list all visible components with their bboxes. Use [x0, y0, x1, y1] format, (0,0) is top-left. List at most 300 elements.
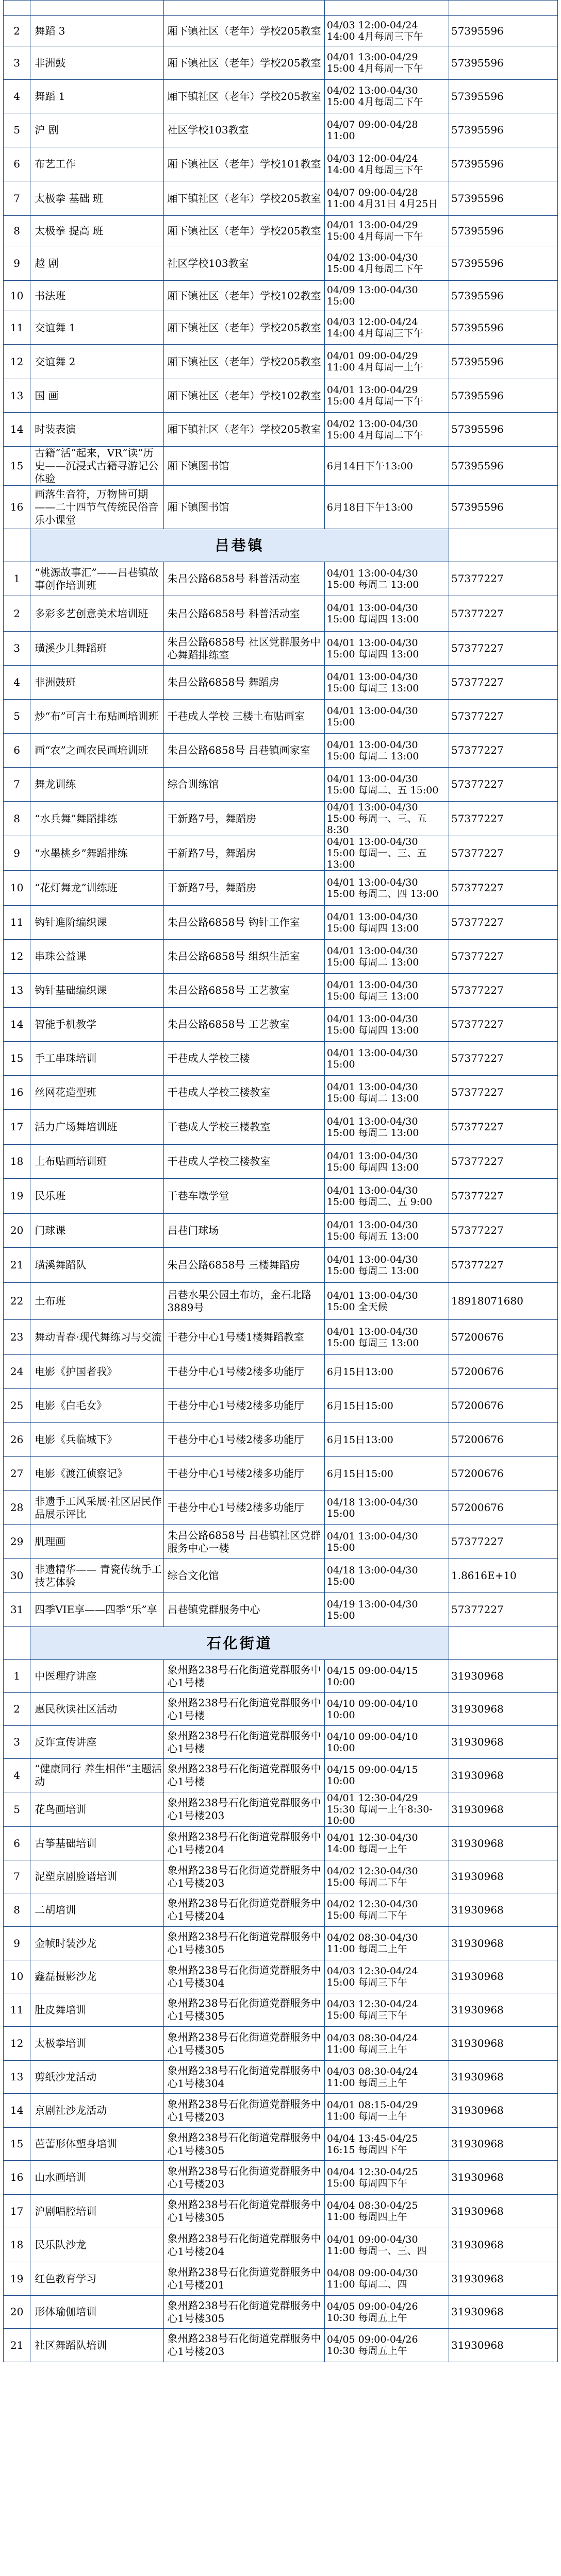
activity-location: 厢下镇社区（老年）学校205教室	[164, 80, 324, 113]
table-row	[4, 1423, 558, 1457]
row-number: 14	[4, 413, 30, 447]
activity-time: 04/05 09:00-04/26 10:30 每周五上午	[324, 2296, 449, 2329]
activity-time: 04/01 13:00-04/30 15:00 每周四 13:00	[324, 906, 449, 940]
table-row	[4, 1320, 558, 1355]
activity-time: 04/01 13:00-04/30 15:00	[324, 1525, 449, 1559]
table-row	[4, 974, 558, 1008]
activity-location: 厢下镇社区（老年）学校205教室	[164, 345, 324, 379]
section-title: 石化街道	[30, 1627, 449, 1660]
row-number: 24	[4, 1355, 30, 1389]
row-number: 2	[4, 16, 30, 46]
contact-phone: 31930968	[449, 2228, 557, 2262]
activity-name: 土布班	[30, 1283, 164, 1320]
activity-name: 土布贴画培训班	[30, 1145, 164, 1179]
table-row	[4, 1593, 558, 1627]
contact-phone: 57395596	[449, 246, 557, 281]
row-number: 14	[4, 2094, 30, 2128]
activity-name: 民乐班	[30, 1179, 164, 1214]
activity-location: 吕巷门球场	[164, 1214, 324, 1248]
activity-time: 04/01 13:00-04/30 15:00 每周二 13:00	[324, 1110, 449, 1145]
activity-location: 象州路238号石化街道党群服务中心1号楼	[164, 1693, 324, 1726]
activity-time: 6月14日下午13:00	[324, 447, 449, 486]
activity-name: 京剧社沙龙活动	[30, 2094, 164, 2128]
contact-phone: 57377227	[449, 562, 557, 596]
activity-time: 04/01 13:00-04/30 15:00 全天候	[324, 1283, 449, 1320]
contact-phone: 57377227	[449, 940, 557, 974]
activity-time: 04/01 13:00-04/30 15:00 每周四 13:00	[324, 596, 449, 632]
contact-phone: 57395596	[449, 413, 557, 447]
activity-name: 画落生音符，万物皆可期——二十四节气传统民俗音乐小课堂	[30, 486, 164, 529]
activity-time: 04/03 12:30-04/24 15:00 每周三下午	[324, 1993, 449, 2027]
activity-name: 四季VIE享——四季“乐”享	[30, 1593, 164, 1627]
table-row	[4, 1491, 558, 1525]
table-row	[4, 1726, 558, 1759]
row-number: 1	[4, 562, 30, 596]
activity-name: 鑫磊摄影沙龙	[30, 1960, 164, 1993]
row-number: 16	[4, 1076, 30, 1110]
activity-time: 04/15 09:00-04/15 10:00	[324, 1660, 449, 1693]
activity-time: 04/01 13:00-04/30 15:00 每周二 13:00	[324, 1076, 449, 1110]
activity-name: 璜溪少儿舞蹈班	[30, 632, 164, 666]
activity-location: 朱吕公路6858号 工艺教室	[164, 974, 324, 1008]
activity-name: 越 剧	[30, 246, 164, 281]
activity-location: 吕巷镇党群服务中心	[164, 1593, 324, 1627]
activity-location: 象州路238号石化街道党群服务中心1号楼	[164, 1660, 324, 1693]
activity-location: 厢下镇社区（老年）学校205教室	[164, 413, 324, 447]
contact-phone: 31930968	[449, 2296, 557, 2329]
activity-time: 04/07 09:00-04/28 11:00	[324, 113, 449, 147]
row-number: 20	[4, 1214, 30, 1248]
table-row	[4, 666, 558, 700]
activity-time	[324, 1, 449, 16]
row-number: 4	[4, 1759, 30, 1792]
table-row	[4, 2262, 558, 2296]
activity-location: 干巷成人学校三楼	[164, 1042, 324, 1076]
activity-name: 电影《护国者我》	[30, 1355, 164, 1389]
contact-phone: 57377227	[449, 632, 557, 666]
activity-location: 象州路238号石化街道党群服务中心1号楼305	[164, 2296, 324, 2329]
row-number: 4	[4, 80, 30, 113]
contact-phone: 57377227	[449, 700, 557, 734]
activity-name: 古筝基础培训	[30, 1827, 164, 1860]
activity-location: 象州路238号石化街道党群服务中心1号楼204	[164, 1827, 324, 1860]
table-row	[4, 562, 558, 596]
activity-name: 门球课	[30, 1214, 164, 1248]
row-number: 16	[4, 2161, 30, 2195]
activity-time: 04/01 13:00-04/30 15:00 每周三 13:00	[324, 666, 449, 700]
section-header	[4, 529, 558, 562]
table-row	[4, 1076, 558, 1110]
activity-time: 04/10 09:00-04/10 10:00	[324, 1693, 449, 1726]
activity-time: 04/01 13:00-04/30 15:00 每周一、三、五 13:00	[324, 836, 449, 871]
activity-location: 干巷分中心1号楼2楼多功能厅	[164, 1491, 324, 1525]
activity-time: 04/04 08:30-04/25 11:00 每周四上午	[324, 2195, 449, 2228]
contact-phone: 31930968	[449, 1660, 557, 1693]
activity-name: 太极拳 提高 班	[30, 216, 164, 246]
contact-phone: 57377227	[449, 836, 557, 871]
row-number: 12	[4, 2027, 30, 2061]
row-number: 9	[4, 836, 30, 871]
activity-name: 中医理疗讲座	[30, 1660, 164, 1693]
activity-location: 朱吕公路6858号 吕巷镇画家室	[164, 734, 324, 768]
activity-name: 惠民秋读社区活动	[30, 1693, 164, 1726]
activity-name: 国 画	[30, 379, 164, 413]
row-number: 28	[4, 1491, 30, 1525]
contact-phone: 31930968	[449, 2027, 557, 2061]
contact-phone: 31930968	[449, 2195, 557, 2228]
activity-name: “桃源故事汇”——吕巷镇故事创作培训班	[30, 562, 164, 596]
row-number: 8	[4, 216, 30, 246]
table-row	[4, 1457, 558, 1491]
contact-phone: 57377227	[449, 1179, 557, 1214]
contact-phone: 57377227	[449, 596, 557, 632]
row-number: 5	[4, 113, 30, 147]
activity-location: 象州路238号石化街道党群服务中心1号楼203	[164, 2161, 324, 2195]
row-number: 18	[4, 1145, 30, 1179]
row-number: 13	[4, 379, 30, 413]
activity-time: 04/01 13:00-04/30 15:00 每周三 13:00	[324, 974, 449, 1008]
activity-time: 04/15 09:00-04/15 10:00	[324, 1759, 449, 1792]
row-number: 15	[4, 1042, 30, 1076]
activity-location: 干巷分中心1号楼2楼多功能厅	[164, 1389, 324, 1423]
contact-phone: 57200676	[449, 1320, 557, 1355]
activity-location: 象州路238号石化街道党群服务中心1号楼	[164, 1759, 324, 1792]
row-number: 5	[4, 1792, 30, 1827]
contact-phone: 57377227	[449, 1110, 557, 1145]
table-row	[4, 113, 558, 147]
row-number: 9	[4, 1927, 30, 1960]
contact-phone: 57377227	[449, 1008, 557, 1042]
activity-location: 厢下镇图书馆	[164, 486, 324, 529]
row-number: 11	[4, 906, 30, 940]
activity-location: 综合训练馆	[164, 768, 324, 802]
row-number: 10	[4, 871, 30, 906]
row-number: 17	[4, 1110, 30, 1145]
activity-time: 04/01 13:00-04/30 15:00	[324, 1042, 449, 1076]
activity-name: 钩针基础编织课	[30, 974, 164, 1008]
activity-location: 综合文化馆	[164, 1559, 324, 1593]
contact-phone: 31930968	[449, 1693, 557, 1726]
activity-time: 04/01 13:00-04/30 15:00 每周二 13:00	[324, 1248, 449, 1283]
row-number: 31	[4, 1593, 30, 1627]
table-row	[4, 447, 558, 486]
table-row	[4, 1008, 558, 1042]
table-row	[4, 802, 558, 836]
row-number: 7	[4, 181, 30, 216]
table-row	[4, 1792, 558, 1827]
activity-time: 04/03 12:00-04/24 14:00 4月每周三下午	[324, 311, 449, 345]
contact-phone: 1.8616E+10	[449, 1559, 557, 1593]
contact-phone: 57395596	[449, 281, 557, 311]
table-row	[4, 1389, 558, 1423]
activity-time: 04/01 09:00-04/29 11:00 4月每周一上午	[324, 345, 449, 379]
activity-name: 非洲鼓	[30, 46, 164, 80]
activity-name: 钩针進阶编织课	[30, 906, 164, 940]
table-row	[4, 1214, 558, 1248]
activity-name: 古籍“活”起来，VR“读”历史——沉浸式古籍寻游记公体验	[30, 447, 164, 486]
section-header-edge	[449, 1627, 557, 1660]
activity-location: 干巷成人学校 三楼土布贴画室	[164, 700, 324, 734]
activity-location: 象州路238号石化街道党群服务中心1号楼204	[164, 2228, 324, 2262]
activity-name: 金帧时装沙龙	[30, 1927, 164, 1960]
table-row	[4, 379, 558, 413]
contact-phone: 57395596	[449, 311, 557, 345]
table-row	[4, 1355, 558, 1389]
activity-time: 04/01 13:00-04/30 15:00 每周五 13:00	[324, 1214, 449, 1248]
activity-name: 画“农”之画农民画培训班	[30, 734, 164, 768]
section-header-edge	[4, 1627, 30, 1660]
table-row	[4, 2061, 558, 2094]
row-number: 6	[4, 147, 30, 181]
section-title: 吕巷镇	[30, 529, 449, 562]
contact-phone: 57377227	[449, 1593, 557, 1627]
activity-location: 象州路238号石化街道党群服务中心1号楼305	[164, 2195, 324, 2228]
table-row	[4, 2161, 558, 2195]
contact-phone: 57377227	[449, 666, 557, 700]
activity-time: 6月15日15:00	[324, 1457, 449, 1491]
contact-phone: 31930968	[449, 1960, 557, 1993]
row-number: 19	[4, 2262, 30, 2296]
row-number: 13	[4, 2061, 30, 2094]
activity-location: 象州路238号石化街道党群服务中心1号楼305	[164, 1993, 324, 2027]
activity-time: 04/05 09:00-04/26 10:30 每周五上午	[324, 2329, 449, 2362]
table-row	[4, 2027, 558, 2061]
activity-time: 04/04 13:45-04/25 16:15 每周四下午	[324, 2128, 449, 2161]
activity-time: 6月15日13:00	[324, 1423, 449, 1457]
row-number: 11	[4, 311, 30, 345]
activity-time: 04/04 12:30-04/25 15:00 每周四下午	[324, 2161, 449, 2195]
activity-name: 舞蹈 3	[30, 16, 164, 46]
contact-phone: 57395596	[449, 16, 557, 46]
activity-location: 干巷成人学校三楼教室	[164, 1110, 324, 1145]
activity-name: 花鸟画培训	[30, 1792, 164, 1827]
table-row	[4, 281, 558, 311]
activity-time: 04/01 13:00-04/30 15:00 每周二、五 15:00	[324, 768, 449, 802]
contact-phone: 57377227	[449, 802, 557, 836]
activity-name: “水墨桃乡”舞蹈排练	[30, 836, 164, 871]
contact-phone: 31930968	[449, 2262, 557, 2296]
activity-name: 时装表演	[30, 413, 164, 447]
activity-location: 象州路238号石化街道党群服务中心1号楼304	[164, 2061, 324, 2094]
contact-phone: 31930968	[449, 1792, 557, 1827]
activity-time: 04/03 12:00-04/24 14:00 4月每周三下午	[324, 16, 449, 46]
contact-phone: 31930968	[449, 1993, 557, 2027]
table-row	[4, 632, 558, 666]
activity-time: 04/01 12:30-04/30 14:00 每周一上午	[324, 1827, 449, 1860]
activity-time: 04/07 09:00-04/28 11:00 4月31日 4月25日	[324, 181, 449, 216]
activity-location: 象州路238号石化街道党群服务中心1号楼203	[164, 2329, 324, 2362]
activity-name: 交谊舞 2	[30, 345, 164, 379]
contact-phone: 57395596	[449, 447, 557, 486]
activity-location: 干巷分中心1号楼2楼多功能厅	[164, 1355, 324, 1389]
table-row	[4, 1179, 558, 1214]
row-number: 2	[4, 1693, 30, 1726]
activity-name: “水兵舞”舞蹈排练	[30, 802, 164, 836]
table-row	[4, 1248, 558, 1283]
activity-time: 04/01 13:00-04/30 15:00 每周二 13:00	[324, 734, 449, 768]
activity-location: 社区学校103教室	[164, 113, 324, 147]
activity-time: 04/01 12:30-04/29 15:30 每周一上午8:30-10:00	[324, 1792, 449, 1827]
activity-name: 交谊舞 1	[30, 311, 164, 345]
row-number: 29	[4, 1525, 30, 1559]
table-row	[4, 246, 558, 281]
table-row	[4, 940, 558, 974]
contact-phone: 57395596	[449, 486, 557, 529]
activity-name: 社区舞蹈队培训	[30, 2329, 164, 2362]
table-row	[4, 2228, 558, 2262]
contact-phone: 57377227	[449, 1042, 557, 1076]
contact-phone: 57395596	[449, 80, 557, 113]
row-number: 18	[4, 2228, 30, 2262]
row-number: 26	[4, 1423, 30, 1457]
row-number: 10	[4, 281, 30, 311]
activity-name: 手工串珠培训	[30, 1042, 164, 1076]
table-row	[4, 1960, 558, 1993]
row-number: 10	[4, 1960, 30, 1993]
table-row	[4, 2195, 558, 2228]
table-row	[4, 1283, 558, 1320]
activity-location: 象州路238号石化街道党群服务中心1号楼203	[164, 2094, 324, 2128]
table-row	[4, 1927, 558, 1960]
activity-time: 04/19 13:00-04/30 15:00	[324, 1593, 449, 1627]
contact-phone: 31930968	[449, 2329, 557, 2362]
activity-location: 干巷分中心1号楼2楼多功能厅	[164, 1423, 324, 1457]
row-number: 23	[4, 1320, 30, 1355]
contact-phone: 57395596	[449, 379, 557, 413]
row-number: 9	[4, 246, 30, 281]
activity-location: 朱吕公路6858号 社区党群服务中心舞蹈排练室	[164, 632, 324, 666]
contact-phone: 18918071680	[449, 1283, 557, 1320]
activity-location: 朱吕公路6858号 科普活动室	[164, 596, 324, 632]
activity-time: 04/02 12:30-04/30 15:00 每周二下午	[324, 1893, 449, 1927]
table-row	[4, 1145, 558, 1179]
activity-name: 电影《渡江侦察记》	[30, 1457, 164, 1491]
activity-time: 04/10 09:00-04/10 10:00	[324, 1726, 449, 1759]
activity-name: 非洲鼓班	[30, 666, 164, 700]
activity-name: 泥塑京剧脸谱培训	[30, 1860, 164, 1893]
table-row	[4, 181, 558, 216]
table-row	[4, 16, 558, 46]
table-row	[4, 1993, 558, 2027]
activity-name: 活力广场舞培训班	[30, 1110, 164, 1145]
table-row	[4, 1559, 558, 1593]
row-number: 15	[4, 2128, 30, 2161]
activity-name: 形体瑜伽培训	[30, 2296, 164, 2329]
section-header	[4, 1627, 558, 1660]
activity-location: 厢下镇社区（老年）学校205教室	[164, 16, 324, 46]
activity-name: 反诈宣传讲座	[30, 1726, 164, 1759]
activity-time: 04/01 13:00-04/29 15:00 4月每周一下午	[324, 379, 449, 413]
activity-name: 舞动青春·现代舞练习与交流	[30, 1320, 164, 1355]
table-row	[4, 1042, 558, 1076]
row-number: 25	[4, 1389, 30, 1423]
table-row	[4, 596, 558, 632]
row-number: 1	[4, 1660, 30, 1693]
activity-location: 厢下镇社区（老年）学校205教室	[164, 46, 324, 80]
contact-phone: 57200676	[449, 1389, 557, 1423]
activity-time: 04/01 13:00-04/29 15:00 4月每周一下午	[324, 216, 449, 246]
table-row	[4, 906, 558, 940]
activity-location: 干巷分中心1号楼2楼多功能厅	[164, 1457, 324, 1491]
activity-location: 厢下镇社区（老年）学校102教室	[164, 379, 324, 413]
table-row	[4, 216, 558, 246]
activity-location: 干巷成人学校三楼教室	[164, 1145, 324, 1179]
activity-location: 象州路238号石化街道党群服务中心1号楼201	[164, 2262, 324, 2296]
activity-name: 沪 剧	[30, 113, 164, 147]
activity-name: 电影《兵临城下》	[30, 1423, 164, 1457]
section-header-edge	[449, 529, 557, 562]
contact-phone: 31930968	[449, 2061, 557, 2094]
activity-name: 肌理画	[30, 1525, 164, 1559]
activity-name: 布艺工作	[30, 147, 164, 181]
row-number: 7	[4, 768, 30, 802]
table-row	[4, 2329, 558, 2362]
row-number: 17	[4, 2195, 30, 2228]
activity-time: 04/01 13:00-04/30 15:00 每周二、五 9:00	[324, 1179, 449, 1214]
activity-name: 炒“布”可言土布贴画培训班	[30, 700, 164, 734]
activity-name: 民乐队沙龙	[30, 2228, 164, 2262]
contact-phone: 31930968	[449, 1827, 557, 1860]
row-number: 11	[4, 1993, 30, 2027]
contact-phone: 31930968	[449, 1893, 557, 1927]
activity-time: 04/01 13:00-04/30 15:00 每周二 13:00	[324, 940, 449, 974]
row-number: 8	[4, 802, 30, 836]
table-row	[4, 147, 558, 181]
row-number: 19	[4, 1179, 30, 1214]
table-row	[4, 1110, 558, 1145]
table-row	[4, 768, 558, 802]
activity-name: 沪剧唱腔培训	[30, 2195, 164, 2228]
row-number: 12	[4, 940, 30, 974]
activity-time: 04/02 12:30-04/30 15:00 每周二下午	[324, 1860, 449, 1893]
activity-time: 04/03 08:30-04/24 11:00 每周三上午	[324, 2061, 449, 2094]
activity-location: 厢下镇图书馆	[164, 447, 324, 486]
activity-location: 象州路238号石化街道党群服务中心1号楼305	[164, 2027, 324, 2061]
activity-location: 干巷车墩学堂	[164, 1179, 324, 1214]
activity-time: 04/01 13:00-04/30 15:00 每周四 13:00	[324, 632, 449, 666]
activity-time: 04/03 12:00-04/24 14:00 4月每周三下午	[324, 147, 449, 181]
activity-time: 04/01 13:00-04/30 15:00 每周一、三、五 8:30	[324, 802, 449, 836]
contact-phone: 57377227	[449, 768, 557, 802]
table-row	[4, 1827, 558, 1860]
row-number	[4, 1, 30, 16]
activity-time: 6月15日13:00	[324, 1355, 449, 1389]
activity-name: “花灯舞龙”训练班	[30, 871, 164, 906]
row-number: 5	[4, 700, 30, 734]
row-number: 3	[4, 46, 30, 80]
contact-phone: 31930968	[449, 1927, 557, 1960]
activity-name	[30, 1, 164, 16]
activity-name: “健康同行 养生相伴”主题活动	[30, 1759, 164, 1792]
activity-name: 舞龙训练	[30, 768, 164, 802]
row-number: 21	[4, 1248, 30, 1283]
contact-phone: 57377227	[449, 906, 557, 940]
activity-name: 智能手机教学	[30, 1008, 164, 1042]
activity-name: 芭蕾形体塑身培训	[30, 2128, 164, 2161]
contact-phone: 57395596	[449, 113, 557, 147]
activity-name: 非遗精华—— 青瓷传统手工技艺体验	[30, 1559, 164, 1593]
table-row	[4, 413, 558, 447]
row-number: 16	[4, 486, 30, 529]
activity-location: 朱吕公路6858号 工艺教室	[164, 1008, 324, 1042]
row-number: 13	[4, 974, 30, 1008]
activity-location: 朱吕公路6858号 吕巷镇社区党群服务中心一楼	[164, 1525, 324, 1559]
activity-time: 04/08 09:00-04/30 11:00 每周二、四	[324, 2262, 449, 2296]
activity-time: 04/02 13:00-04/30 15:00 4月每周二下午	[324, 246, 449, 281]
contact-phone: 57377227	[449, 1248, 557, 1283]
activity-name: 山水画培训	[30, 2161, 164, 2195]
table-row	[4, 2128, 558, 2161]
